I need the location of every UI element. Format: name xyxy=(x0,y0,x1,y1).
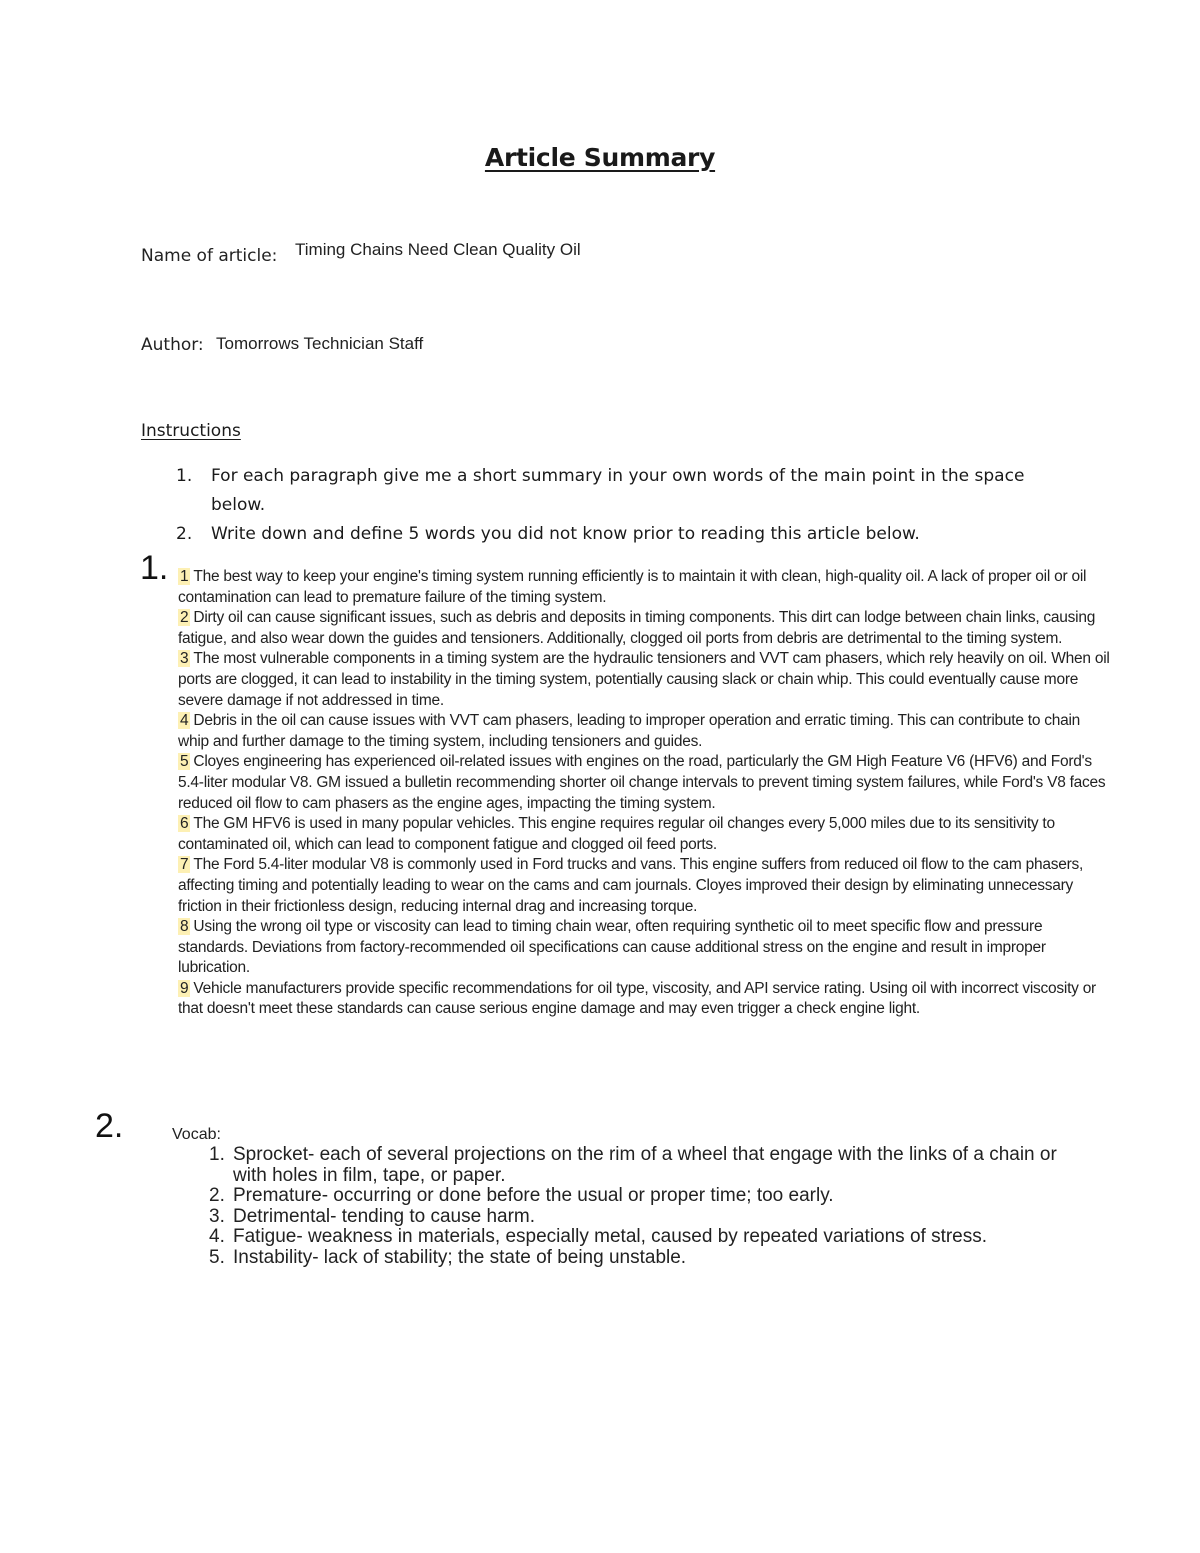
vocab-number: 4. xyxy=(209,1226,225,1247)
paragraph-number: 2 xyxy=(180,609,189,627)
vocab-item xyxy=(209,1186,1079,1207)
paragraph-text: Debris in the oil can cause issues with VVT cam phasers, leading to improper operation and erratic timing. This can contribute to chain whip and further damage to the timing system, including tensioners and guides. xyxy=(178,712,1081,750)
summary-paragraph xyxy=(178,567,1113,608)
section-2-marker: 2. xyxy=(95,1107,124,1145)
instruction-text: For each paragraph give me a short summary in your own words of the main point in the space below. xyxy=(211,466,1025,515)
paragraph-text: Cloyes engineering has experienced oil-related issues with engines on the road, particularly the GM High Feature V6 (HFV6) and Ford's 5.4-liter modular V8. GM issued a bulletin recommending shorter oil change intervals to prevent timing system failures, while Ford's V8 faces reduced oil flow to cam phasers as the engine ages, impacting the timing system. xyxy=(178,753,1106,812)
summary-paragraph xyxy=(178,917,1113,979)
vocab-text: Premature- occurring or done before the usual or proper time; too early. xyxy=(233,1185,834,1206)
paragraph-number: 1 xyxy=(180,568,189,585)
page-title: Article Summary xyxy=(484,143,716,172)
summary-paragraph xyxy=(178,855,1113,917)
summary-paragraph xyxy=(178,608,1113,649)
summary-paragraph xyxy=(178,979,1113,1020)
article-name-value: Timing Chains Need Clean Quality Oil xyxy=(295,240,581,259)
paragraph-number: 7 xyxy=(180,856,189,874)
vocab-text: Fatigue- weakness in materials, especially metal, caused by repeated variations of stress. xyxy=(233,1226,988,1247)
instruction-item xyxy=(176,520,1056,549)
vocab-text: Detrimental- tending to cause harm. xyxy=(233,1205,536,1227)
vocab-number: 3. xyxy=(209,1205,225,1227)
summary-paragraph xyxy=(178,711,1113,752)
vocab-text: Sprocket- each of several projections on the rim of a wheel that engage with the links of a chain or with holes in film, tape, or paper. xyxy=(233,1144,1057,1186)
paragraph-text: The best way to keep your engine's timing system running efficiently is to maintain it with clean, high-quality oil. A lack of proper oil or oil contamination can lead to premature failure of the timing system. xyxy=(178,568,1087,606)
vocab-item xyxy=(209,1145,1079,1186)
summary-paragraph xyxy=(178,814,1113,855)
paragraph-text: Vehicle manufacturers provide specific recommendations for oil type, viscosity, and API service rating. Using oil with incorrect viscosity or that doesn't meet these standards can cause serious engine damage and may even trigger a check engine light. xyxy=(178,979,1096,1018)
author-label: Author: xyxy=(141,335,204,355)
summary-paragraph xyxy=(178,649,1113,711)
paragraph-text: Using the wrong oil type or viscosity can lead to timing chain wear, often requiring synthetic oil to meet specific flow and pressure standards. Deviations from factory-recommended oil specifications can cause additional stress on the engine and result in improper lubrication. xyxy=(178,918,1046,977)
instructions-heading: Instructions xyxy=(141,421,241,441)
vocab-text: Instability- lack of stability; the state of being unstable. xyxy=(233,1246,687,1268)
vocab-item xyxy=(209,1207,1079,1228)
vocab-number: 2. xyxy=(209,1185,225,1206)
instruction-number: 1. xyxy=(176,466,193,486)
paragraph-text: The most vulnerable components in a timing system are the hydraulic tensioners and VVT cam phasers, which rely heavily on oil. When oil ports are clogged, it can lead to instability in the timing system, potentially causing slack or chain whip. This could eventually cause more severe damage if not addressed in time. xyxy=(178,650,1110,709)
vocab-label: Vocab: xyxy=(172,1126,221,1143)
article-name-label: Name of article: xyxy=(141,246,278,266)
instruction-number: 2. xyxy=(176,524,193,544)
summary-paragraph xyxy=(178,752,1113,814)
vocab-list xyxy=(209,1145,1079,1268)
instructions-list xyxy=(176,462,1056,549)
paragraph-number: 6 xyxy=(180,815,189,833)
paragraph-summaries xyxy=(178,567,1113,1020)
vocab-number: 5. xyxy=(209,1246,225,1268)
section-1-marker: 1. xyxy=(140,549,169,587)
paragraph-number: 4 xyxy=(180,712,189,730)
author-value: Tomorrows Technician Staff xyxy=(216,334,424,353)
paragraph-text: Dirty oil can cause significant issues, such as debris and deposits in timing components. This dirt can lodge between chain links, causing fatigue, and also wear down the guides and tensioners. Additionally, clogged oil ports from debris are detrimental to the timing system. xyxy=(178,609,1096,647)
vocab-number: 1. xyxy=(209,1144,225,1165)
paragraph-text: The Ford 5.4-liter modular V8 is commonly used in Ford trucks and vans. This engine suffers from reduced oil flow to the cam phasers, affecting timing and potentially leading to wear on the cams and cam journals. Cloyes improved their design by eliminating unnecessary friction in their frictionless design, reducing internal drag and increasing torque. xyxy=(178,856,1084,915)
vocab-item xyxy=(209,1248,1079,1269)
paragraph-text: The GM HFV6 is used in many popular vehicles. This engine requires regular oil changes every 5,000 miles due to its sensitivity to contaminated oil, which can lead to component fatigue and clogged oil feed ports. xyxy=(178,815,1055,853)
instruction-text: Write down and define 5 words you did not know prior to reading this article below. xyxy=(211,524,920,544)
paragraph-number: 9 xyxy=(180,979,189,997)
paragraph-number: 8 xyxy=(180,918,189,936)
vocab-item xyxy=(209,1227,1079,1248)
paragraph-number: 5 xyxy=(180,753,189,771)
instruction-item xyxy=(176,462,1056,520)
paragraph-number: 3 xyxy=(180,650,189,668)
